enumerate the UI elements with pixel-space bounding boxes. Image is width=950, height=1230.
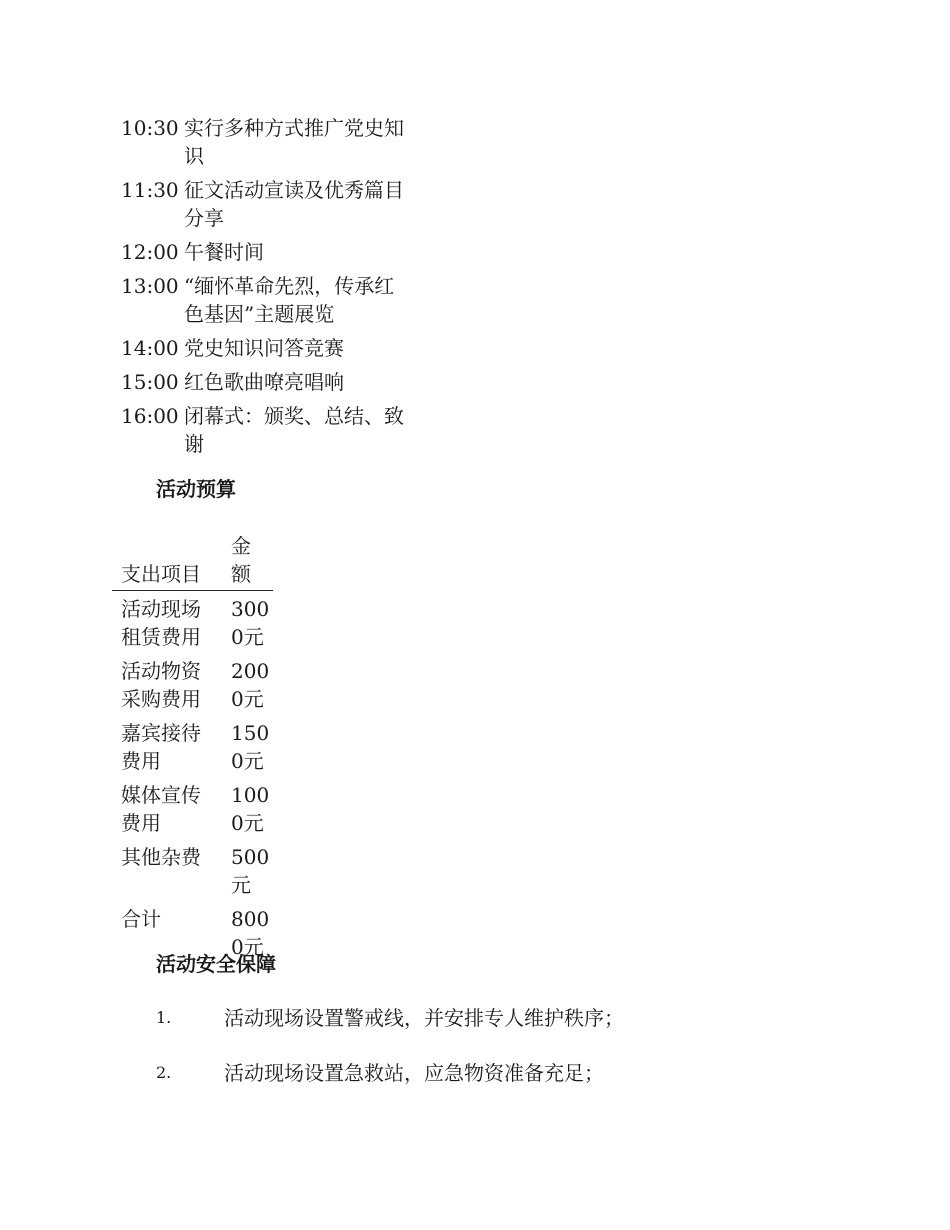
safety-item-text: 活动现场设置警戒线，并安排专人维护秩序； [224,1006,624,1030]
schedule-row [121,402,421,458]
schedule-activity: 党史知识问答竞赛 [184,336,344,360]
schedule-row [121,272,421,328]
budget-header-item: 支出项目 [112,532,211,591]
safety-item-number: 2. [156,1063,172,1082]
schedule-row [121,368,421,396]
budget-item: 媒体宣传费用 [121,783,201,835]
budget-total-amount: 8000元 [231,907,270,959]
schedule-time: 11:30 [121,178,179,202]
safety-heading: 活动安全保障 [156,952,276,976]
budget-item: 活动现场租赁费用 [121,597,201,649]
schedule-activity: 实行多种方式推广党史知识 [184,116,404,168]
budget-table [112,532,273,963]
schedule-time: 16:00 [121,404,179,428]
schedule-time: 14:00 [121,336,179,360]
budget-heading: 活动预算 [156,477,236,501]
budget-amount: 1000元 [231,783,270,835]
schedule-list [121,114,421,464]
schedule-activity: “缅怀革命先烈，传承红色基因”主题展览 [184,274,395,326]
schedule-row [121,334,421,362]
schedule-time: 12:00 [121,240,179,264]
schedule-time: 15:00 [121,370,179,394]
safety-item [156,1004,856,1032]
budget-row [112,715,273,777]
schedule-activity: 征文活动宣读及优秀篇目分享 [184,178,404,230]
budget-amount: 1500元 [231,721,270,773]
budget-amount: 3000元 [231,597,270,649]
schedule-activity: 红色歌曲嘹亮唱响 [184,370,344,394]
schedule-row [121,114,421,170]
schedule-activity: 闭幕式：颁奖、总结、致谢 [184,404,404,456]
schedule-activity: 午餐时间 [184,240,264,264]
budget-amount: 2000元 [231,659,270,711]
safety-item-number: 1. [156,1008,172,1027]
budget-amount: 500元 [231,845,270,897]
budget-item: 其他杂费 [121,845,201,869]
budget-item: 嘉宾接待费用 [121,721,201,773]
budget-item: 活动物资采购费用 [121,659,201,711]
safety-list [156,1004,856,1114]
schedule-time: 13:00 [121,274,179,298]
budget-row [112,777,273,839]
budget-row [112,839,273,901]
schedule-row [121,176,421,232]
budget-row [112,591,273,654]
budget-total-label: 合计 [121,907,161,931]
schedule-time: 10:30 [121,116,179,140]
safety-item [156,1059,856,1087]
budget-header-amount: 金额 [211,532,273,591]
safety-item-text: 活动现场设置急救站，应急物资准备充足； [224,1061,604,1085]
schedule-row [121,238,421,266]
budget-row [112,653,273,715]
budget-header-row [112,532,273,591]
